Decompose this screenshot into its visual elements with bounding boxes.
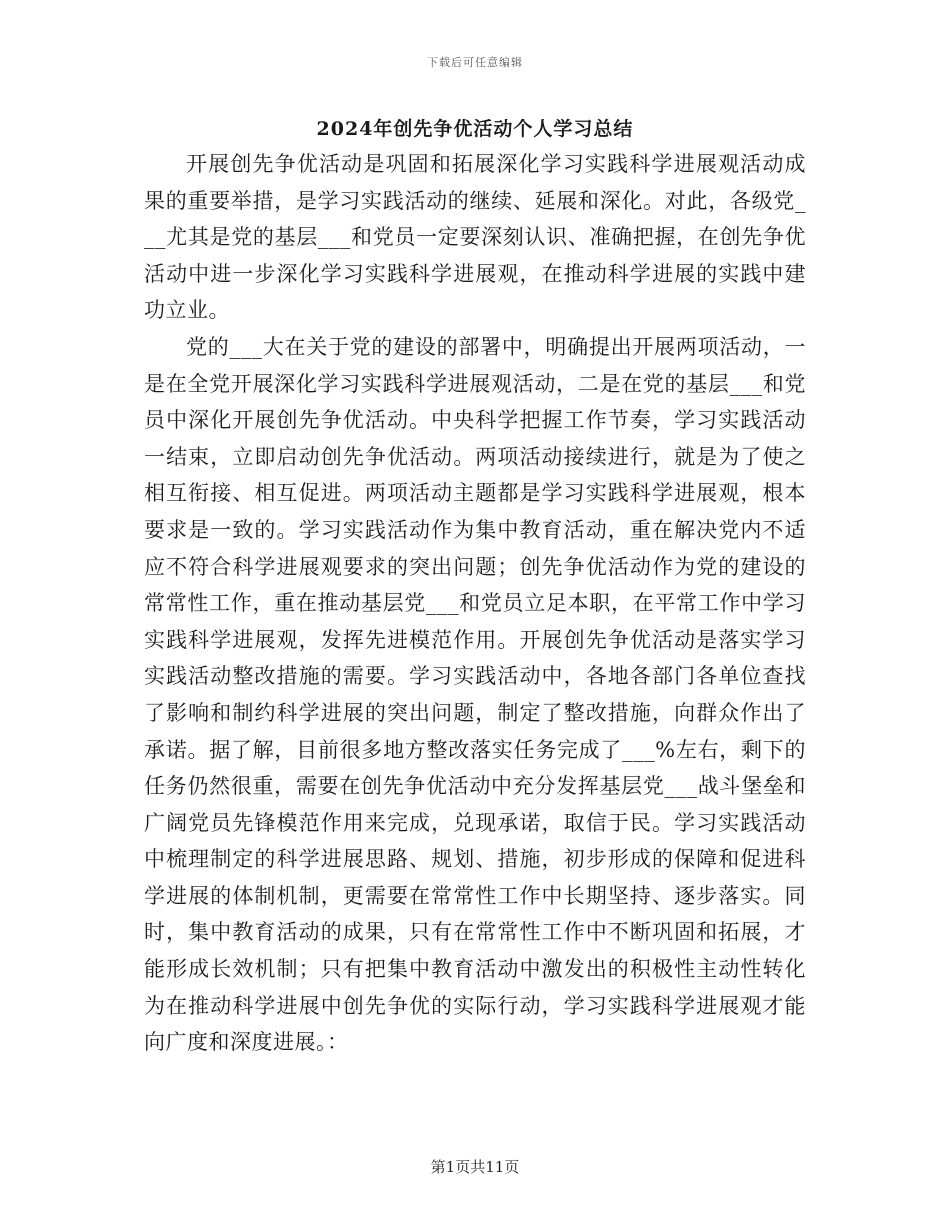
document-body <box>144 146 806 1061</box>
page-footer: 第1页共11页 <box>430 1158 520 1176</box>
paragraph-2: 党的___大在关于党的建设的部署中，明确提出开展两项活动，一是在全党开展深化学习实践科学进展观活动，二是在党的基层___和党员中深化开展创先争优活动。中央科学把握工作节奏，学习实践活动一结束，立即启动创先争优活动。两项活动接续进行，就是为了使之相互衔接、相互促进。两项活动主题都是学习实践科学进展观，根本要求是一致的。学习实践活动作为集中教育活动，重在解决党内不适应不符合科学进展观要求的突出问题；创先争优活动作为党的建设的常常性工作，重在推动基层党___和党员立足本职，在平常工作中学习实践科学进展观，发挥先进模范作用。开展创先争优活动是落实学习实践活动整改措施的需要。学习实践活动中，各地各部门各单位查找了影响和制约科学进展的突出问题，制定了整改措施，向群众作出了承诺。据了解，目前很多地方整改落实任务完成了___%左右，剩下的任务仍然很重，需要在创先争优活动中充分发挥基层党___战斗堡垒和广阔党员先锋模范作用来完成，兑现承诺，取信于民。学习实践活动中梳理制定的科学进展思路、规划、措施，初步形成的保障和促进科学进展的体制机制，更需要在常常性工作中长期坚持、逐步落实。同时，集中教育活动的成果，只有在常常性工作中不断巩固和拓展，才能形成长效机制；只有把集中教育活动中激发出的积极性主动性转化为在推动科学进展中创先争优的实际行动，学习实践科学进展观才能向广度和深度进展。： <box>144 334 806 1055</box>
page-header: 下载后可任意编辑 <box>427 56 523 69</box>
paragraph-1: 开展创先争优活动是巩固和拓展深化学习实践科学进展观活动成果的重要举措，是学习实践活动的继续、延展和深化。对此，各级党___尤其是党的基层___和党员一定要深刻认识、准确把握，在创先争优活动中进一步深化学习实践科学进展观，在推动科学进展的实践中建功立业。 <box>144 152 806 323</box>
document-title: 2024年创先争优活动个人学习总结 <box>316 118 634 140</box>
